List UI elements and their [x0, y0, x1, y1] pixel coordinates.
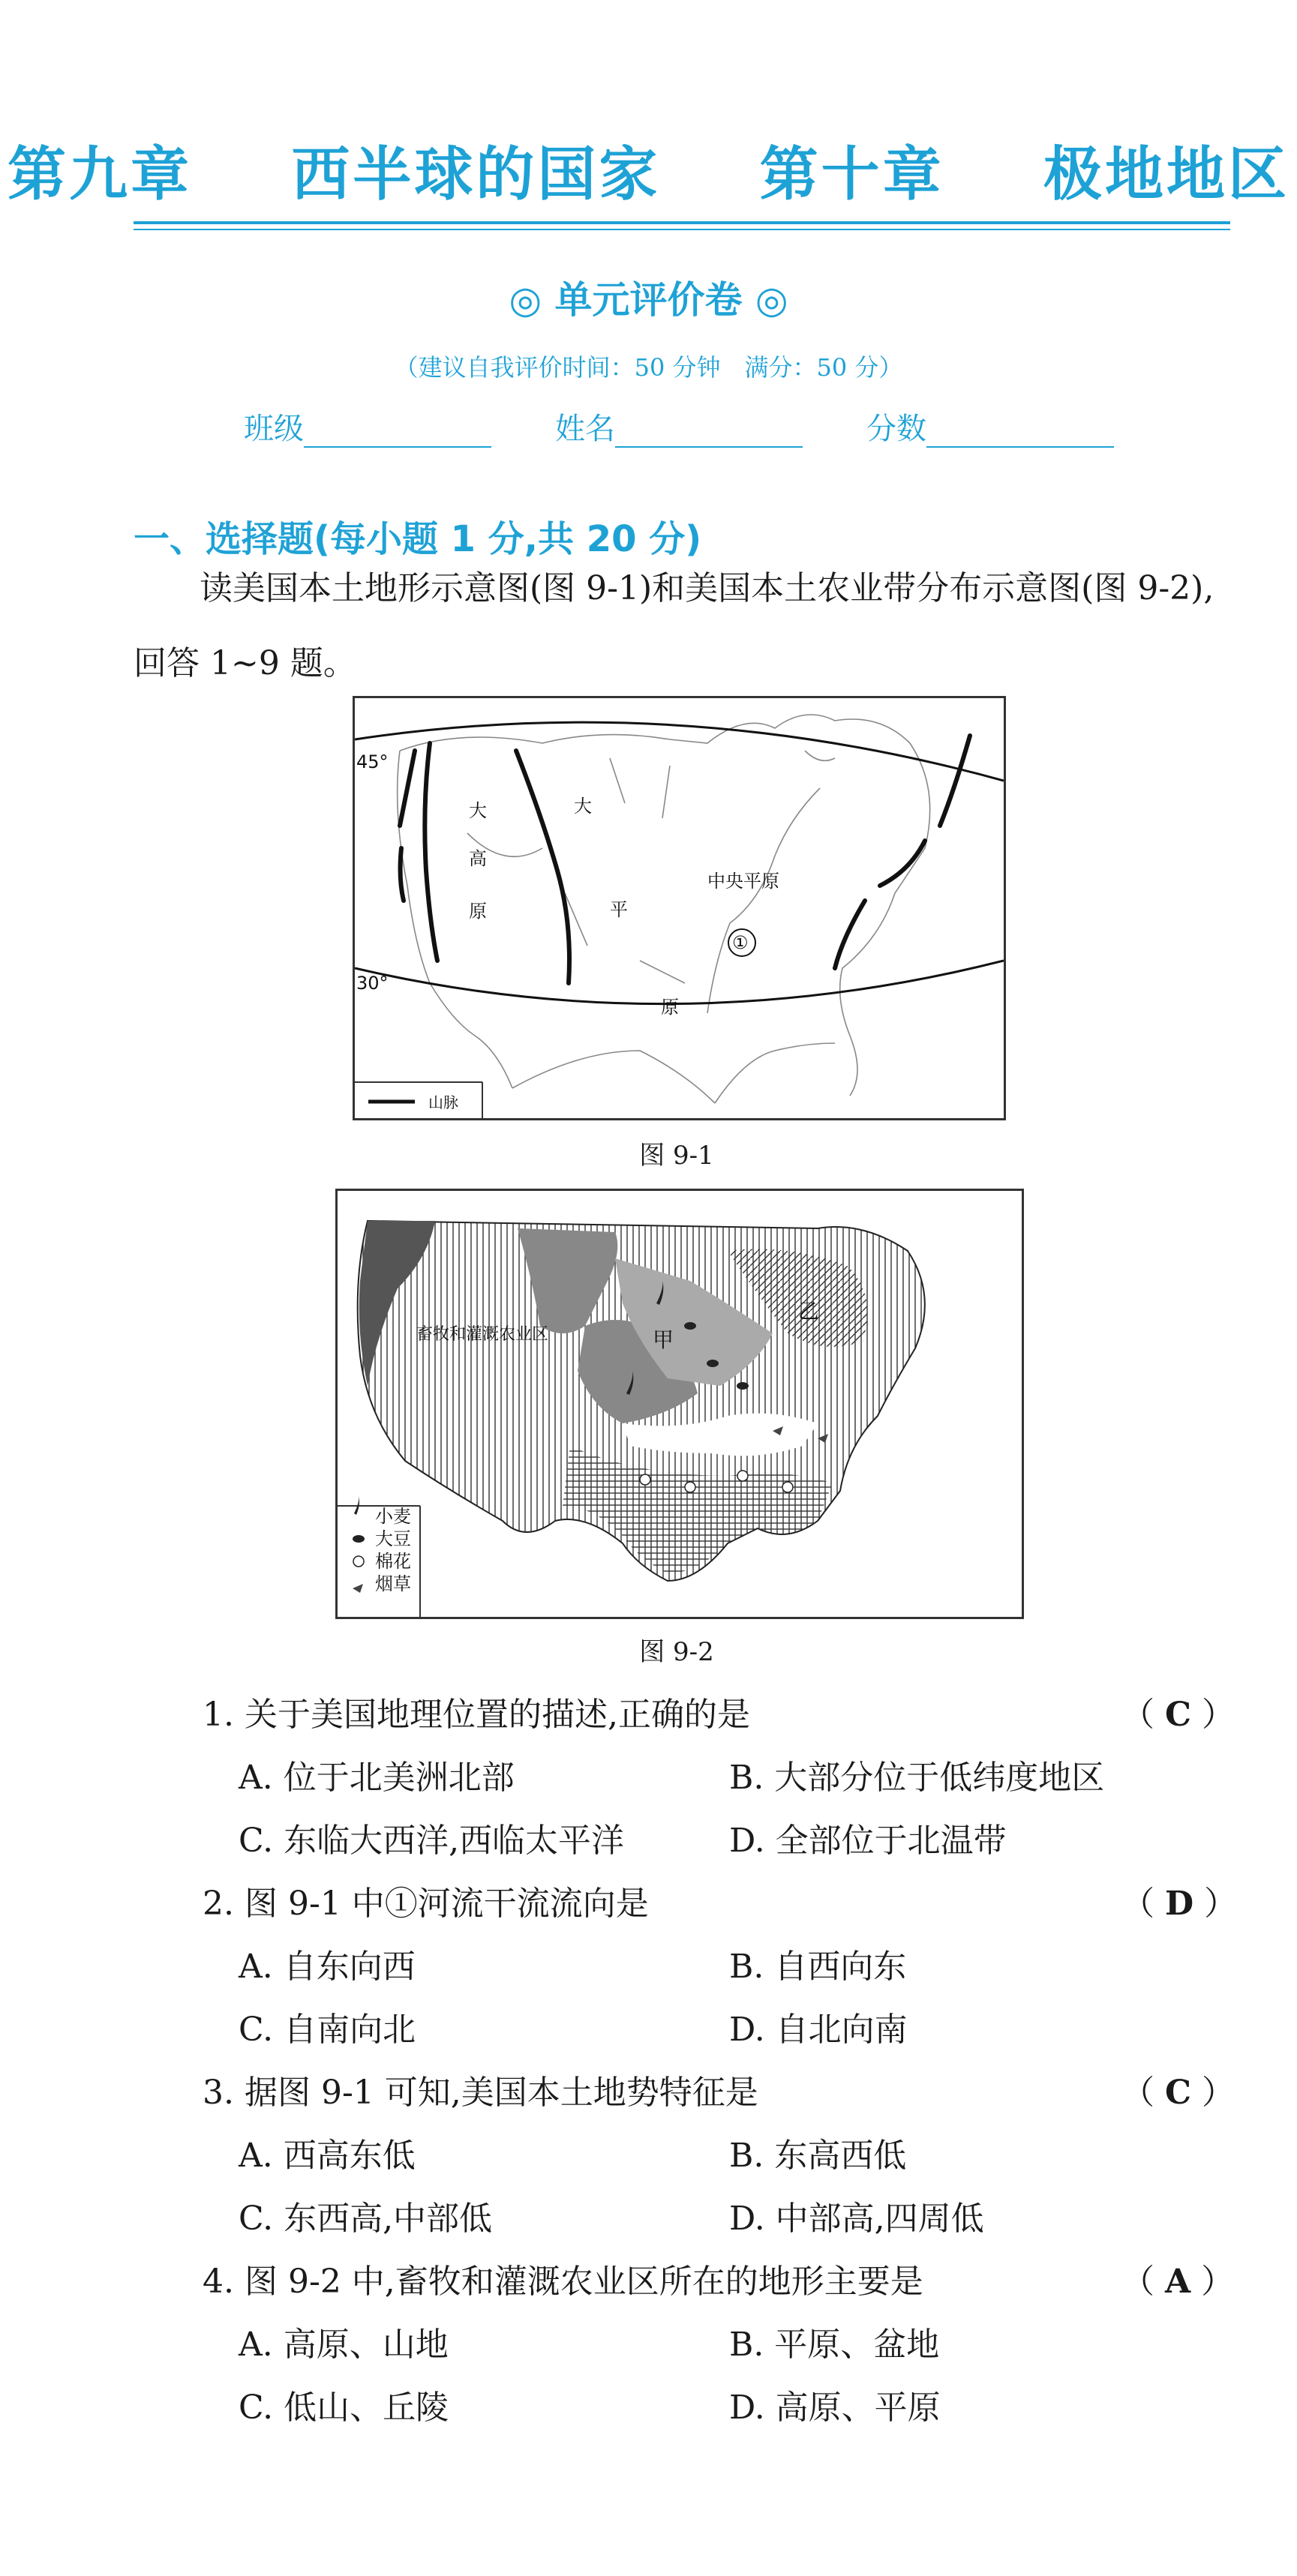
score-label: 分数 [866, 412, 926, 446]
name-field[interactable] [555, 405, 803, 448]
label-yuan-2: 原 [661, 997, 679, 1018]
q2-option-b[interactable]: B. 自西向东 [729, 1948, 907, 1986]
name-label: 姓名 [555, 412, 615, 446]
chapter10-label: 第十章 [759, 141, 944, 208]
chapter-title [0, 127, 1297, 211]
q4-option-a[interactable]: A. 高原、山地 [239, 2326, 449, 2364]
question-4-stem: 4. 图 9-2 中,畜牧和灌溉农业区所在的地形主要是 [203, 2263, 923, 2301]
answer-4: A [1165, 2263, 1191, 2301]
q3-option-c[interactable]: C. 东西高,中部低 [239, 2200, 493, 2238]
q1-option-a[interactable]: A. 位于北美洲北部 [239, 1759, 515, 1797]
class-label: 班级 [244, 412, 304, 446]
legend-cotton: 棉花 [375, 1551, 411, 1572]
fig1-caption: 图 9-1 [639, 1141, 714, 1171]
label-yuan-1: 原 [469, 901, 487, 922]
answer-2: D [1165, 1885, 1194, 1923]
terrain-map [353, 696, 1006, 1120]
q1-option-b[interactable]: B. 大部分位于低纬度地区 [729, 1759, 1105, 1797]
label-gao: 高 [469, 848, 487, 869]
soybean-symbol [737, 1382, 749, 1390]
q4-option-b[interactable]: B. 平原、盆地 [729, 2326, 940, 2364]
cotton-symbol [737, 1471, 748, 1481]
region-label-jia: 甲 [653, 1327, 674, 1352]
answer-3: C [1165, 2074, 1192, 2112]
q3-option-b[interactable]: B. 东高西低 [729, 2137, 907, 2175]
lat-30-label: 30° [356, 973, 389, 994]
agriculture-map-drawing [338, 1191, 1022, 1617]
cotton-symbol [782, 1482, 793, 1492]
question-2-answer: （ D ） [1121, 1885, 1238, 1923]
legend-wheat: 小麦 [375, 1506, 411, 1527]
chapter9-title: 西半球的国家 [291, 141, 661, 208]
q2-option-a[interactable]: A. 自东向西 [239, 1948, 416, 1986]
region-label-yi: 乙 [798, 1299, 820, 1324]
region-label-ranching: 畜牧和灌溉农业区 [416, 1325, 549, 1344]
label-central-plain: 中央平原 [707, 871, 779, 892]
unit-title: ◎ 单元评价卷 ◎ [509, 278, 788, 322]
q1-option-d[interactable]: D. 全部位于北温带 [729, 1822, 1007, 1860]
question-2-stem: 2. 图 9-1 中①河流干流流向是 [203, 1885, 649, 1923]
class-blank[interactable] [304, 418, 491, 448]
soybean-symbol [684, 1322, 696, 1330]
label-da-2: 大 [574, 796, 592, 817]
q3-option-d[interactable]: D. 中部高,四周低 [729, 2200, 984, 2238]
label-da-1: 大 [469, 800, 487, 821]
section-heading: 一、选择题(每小题 1 分,共 20 分) [134, 518, 702, 560]
q4-option-c[interactable]: C. 低山、丘陵 [239, 2389, 449, 2427]
score-blank[interactable] [926, 418, 1114, 448]
intro-paragraph: 读美国本土地形示意图(图 9-1)和美国本土农业带分布示意图(图 9-2),回答 1~9 题。 [134, 569, 1214, 682]
time-hint: （建议自我评价时间：50 分钟 满分：50 分） [394, 353, 903, 382]
legend-soybean: 大豆 [375, 1528, 411, 1549]
chapter10-title: 极地地区 [1043, 141, 1289, 208]
fig2-caption: 图 9-2 [639, 1637, 714, 1667]
q3-option-a[interactable]: A. 西高东低 [239, 2137, 416, 2175]
legend-tobacco-icon [353, 1584, 363, 1593]
terrain-map-drawing [355, 698, 1004, 1118]
q2-option-d[interactable]: D. 自北向南 [729, 2011, 908, 2049]
legend-mountain-label: 山脉 [428, 1093, 458, 1111]
question-3-stem: 3. 据图 9-1 可知,美国本土地势特征是 [203, 2074, 758, 2112]
legend-tobacco: 烟草 [375, 1573, 411, 1594]
class-field[interactable] [244, 405, 491, 448]
header-rule-thin [134, 229, 1230, 230]
question-3-answer: （ C ） [1121, 2074, 1235, 2112]
score-field[interactable] [866, 405, 1114, 448]
chapter9-label: 第九章 [8, 141, 193, 208]
question-1-answer: （ C ） [1121, 1696, 1235, 1734]
legend-cotton-icon [353, 1556, 364, 1567]
cotton-symbol [685, 1482, 695, 1492]
q1-option-c[interactable]: C. 东临大西洋,西临太平洋 [239, 1822, 625, 1860]
q2-option-c[interactable]: C. 自南向北 [239, 2011, 416, 2049]
name-blank[interactable] [615, 418, 803, 448]
header-rule [134, 221, 1230, 224]
river-marker: ① [732, 932, 749, 953]
label-ping: 平 [610, 899, 628, 920]
soybean-symbol [707, 1360, 719, 1367]
legend-soybean-icon [353, 1535, 365, 1543]
answer-1: C [1165, 1696, 1192, 1734]
question-4-answer: （ A ） [1121, 2263, 1235, 2301]
lat-45-label: 45° [356, 751, 389, 772]
agriculture-map [335, 1189, 1024, 1619]
q4-option-d[interactable]: D. 高原、平原 [729, 2389, 941, 2427]
question-1-stem: 1. 关于美国地理位置的描述,正确的是 [203, 1696, 750, 1734]
cotton-symbol [640, 1474, 650, 1485]
